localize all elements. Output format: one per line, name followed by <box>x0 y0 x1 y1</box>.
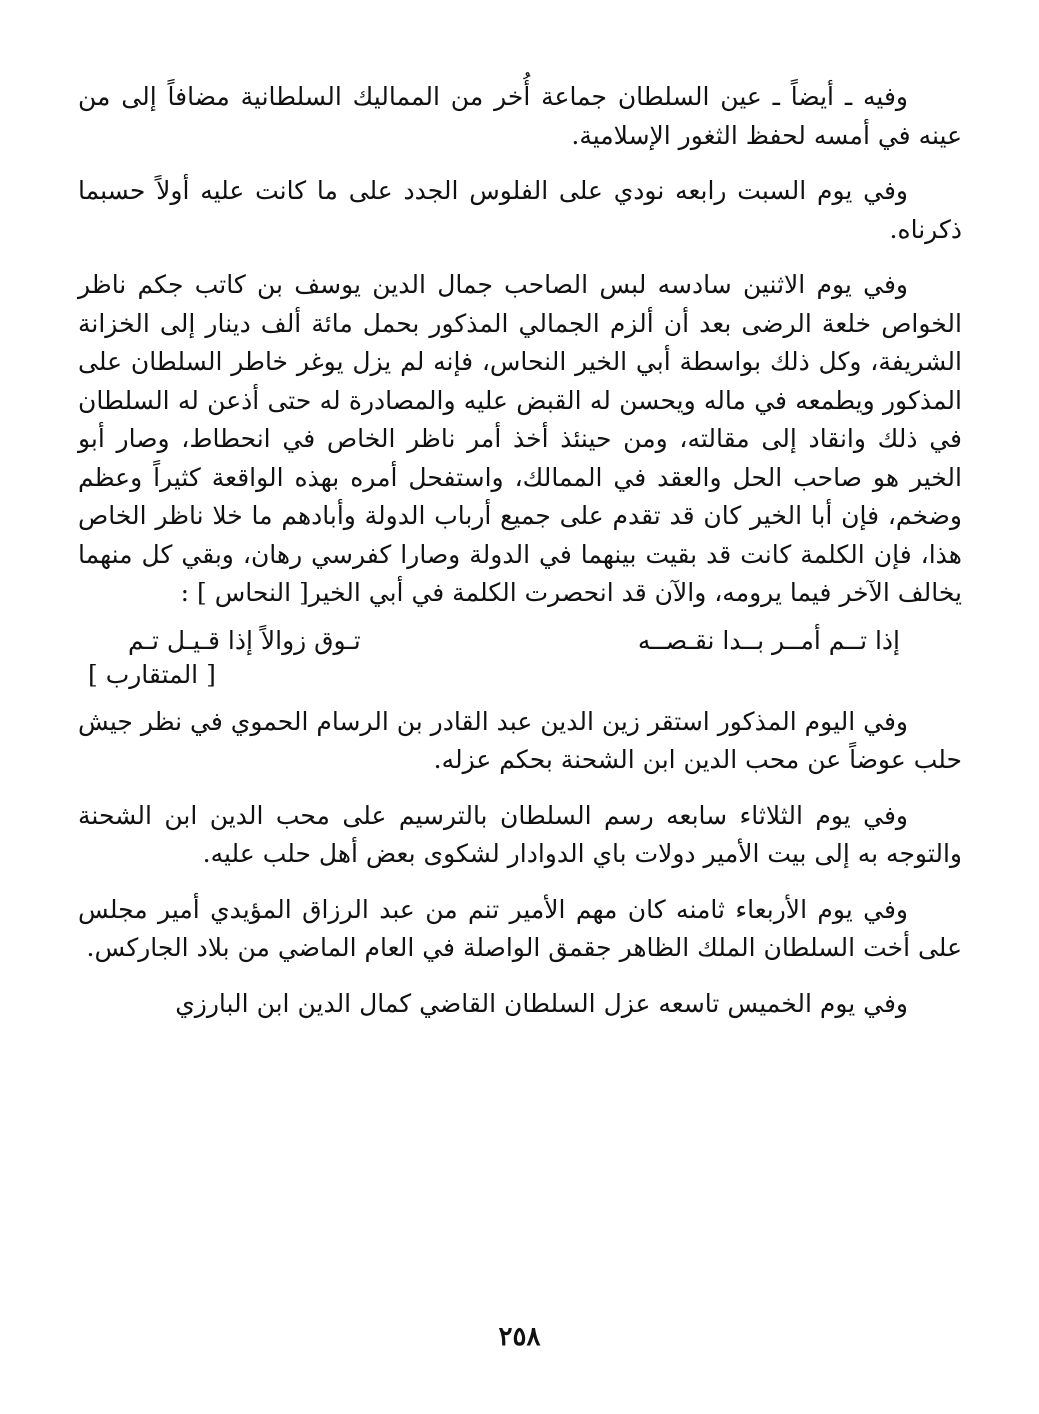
poem-verse <box>78 621 962 661</box>
page-body <box>78 78 962 1040</box>
paragraph-2: وفي يوم السبت رابعه نودي على الفلوس الجدد على ما كانت عليه أولاً حسبما ذكرناه. <box>78 176 962 244</box>
verse-meter-label: [ المتقارب ] <box>88 659 216 689</box>
paragraph-1: وفيه ـ أيضاً ـ عين السلطان جماعة أُخر من المماليك السلطانية مضافاً إلى من عينه في أمسه لحفظ الثغور الإسلامية. <box>78 82 962 150</box>
verse-second-hemistich: تـوق زوالاً إذا قـيـل تـم <box>128 625 361 655</box>
paragraph-7: وفي يوم الخميس تاسعه عزل السلطان القاضي كمال الدين ابن البارزي <box>175 988 908 1018</box>
verse-first-hemistich: إذا تــم أمــر بــدا نقـصــه <box>637 625 900 655</box>
paragraph-4: وفي اليوم المذكور استقر زين الدين عبد القادر بن الرسام الحموي في نظر جيش حلب عوضاً عن محب الدين ابن الشحنة بحكم عزله. <box>78 706 962 774</box>
page-number: ٢٥٨ <box>498 1322 541 1352</box>
paragraph-3: وفي يوم الاثنين سادسه لبس الصاحب جمال الدين يوسف بن كاتب جكم ناظر الخواص خلعة الرضى بعد أن ألزم الجمالي المذكور بحمل مائة ألف دينار إلى الخزانة الشريفة، وكل ذلك بواسطة أبي الخير النحاس، فإنه لم يزل يوغر خاطر السلطان على المذكور ويطمعه في ماله ويحسن له القبض عليه والمصادرة له حتى أذعن له السلطان في ذلك وانقاد إلى مقالته، ومن حينئذ أخذ أمر ناظر الخاص في انحطاط، وصار أبو الخير هو صاحب الحل والعقد في الممالك، واستفحل أمره بهذه الواقعة كثيراً وعظم وضخم، فإن أبا الخير كان قد تقدم على جميع أرباب الدولة وأبادهم ما خلا ناظر الخاص هذا، فإن الكلمة كانت قد بقيت بينهما في الدولة وصارا كفرسي رهان، وبقي كل منهما يخالف الآخر فيما يرومه، والآن قد انحصرت الكلمة في أبي الخير[ النحاس ] : <box>78 270 962 607</box>
paragraph-6: وفي يوم الأربعاء ثامنه كان مهم الأمير تنم من عبد الرزاق المؤيدي أمير مجلس على أخت السلطان الملك الظاهر جقمق الواصلة في العام الماضي من بلاد الجاركس. <box>78 894 962 962</box>
paragraph-5: وفي يوم الثلاثاء سابعه رسم السلطان بالترسيم على محب الدين ابن الشحنة والتوجه به إلى بيت الأمير دولات باي الدوادار لشكوى بعض أهل حلب عليه. <box>78 800 962 868</box>
